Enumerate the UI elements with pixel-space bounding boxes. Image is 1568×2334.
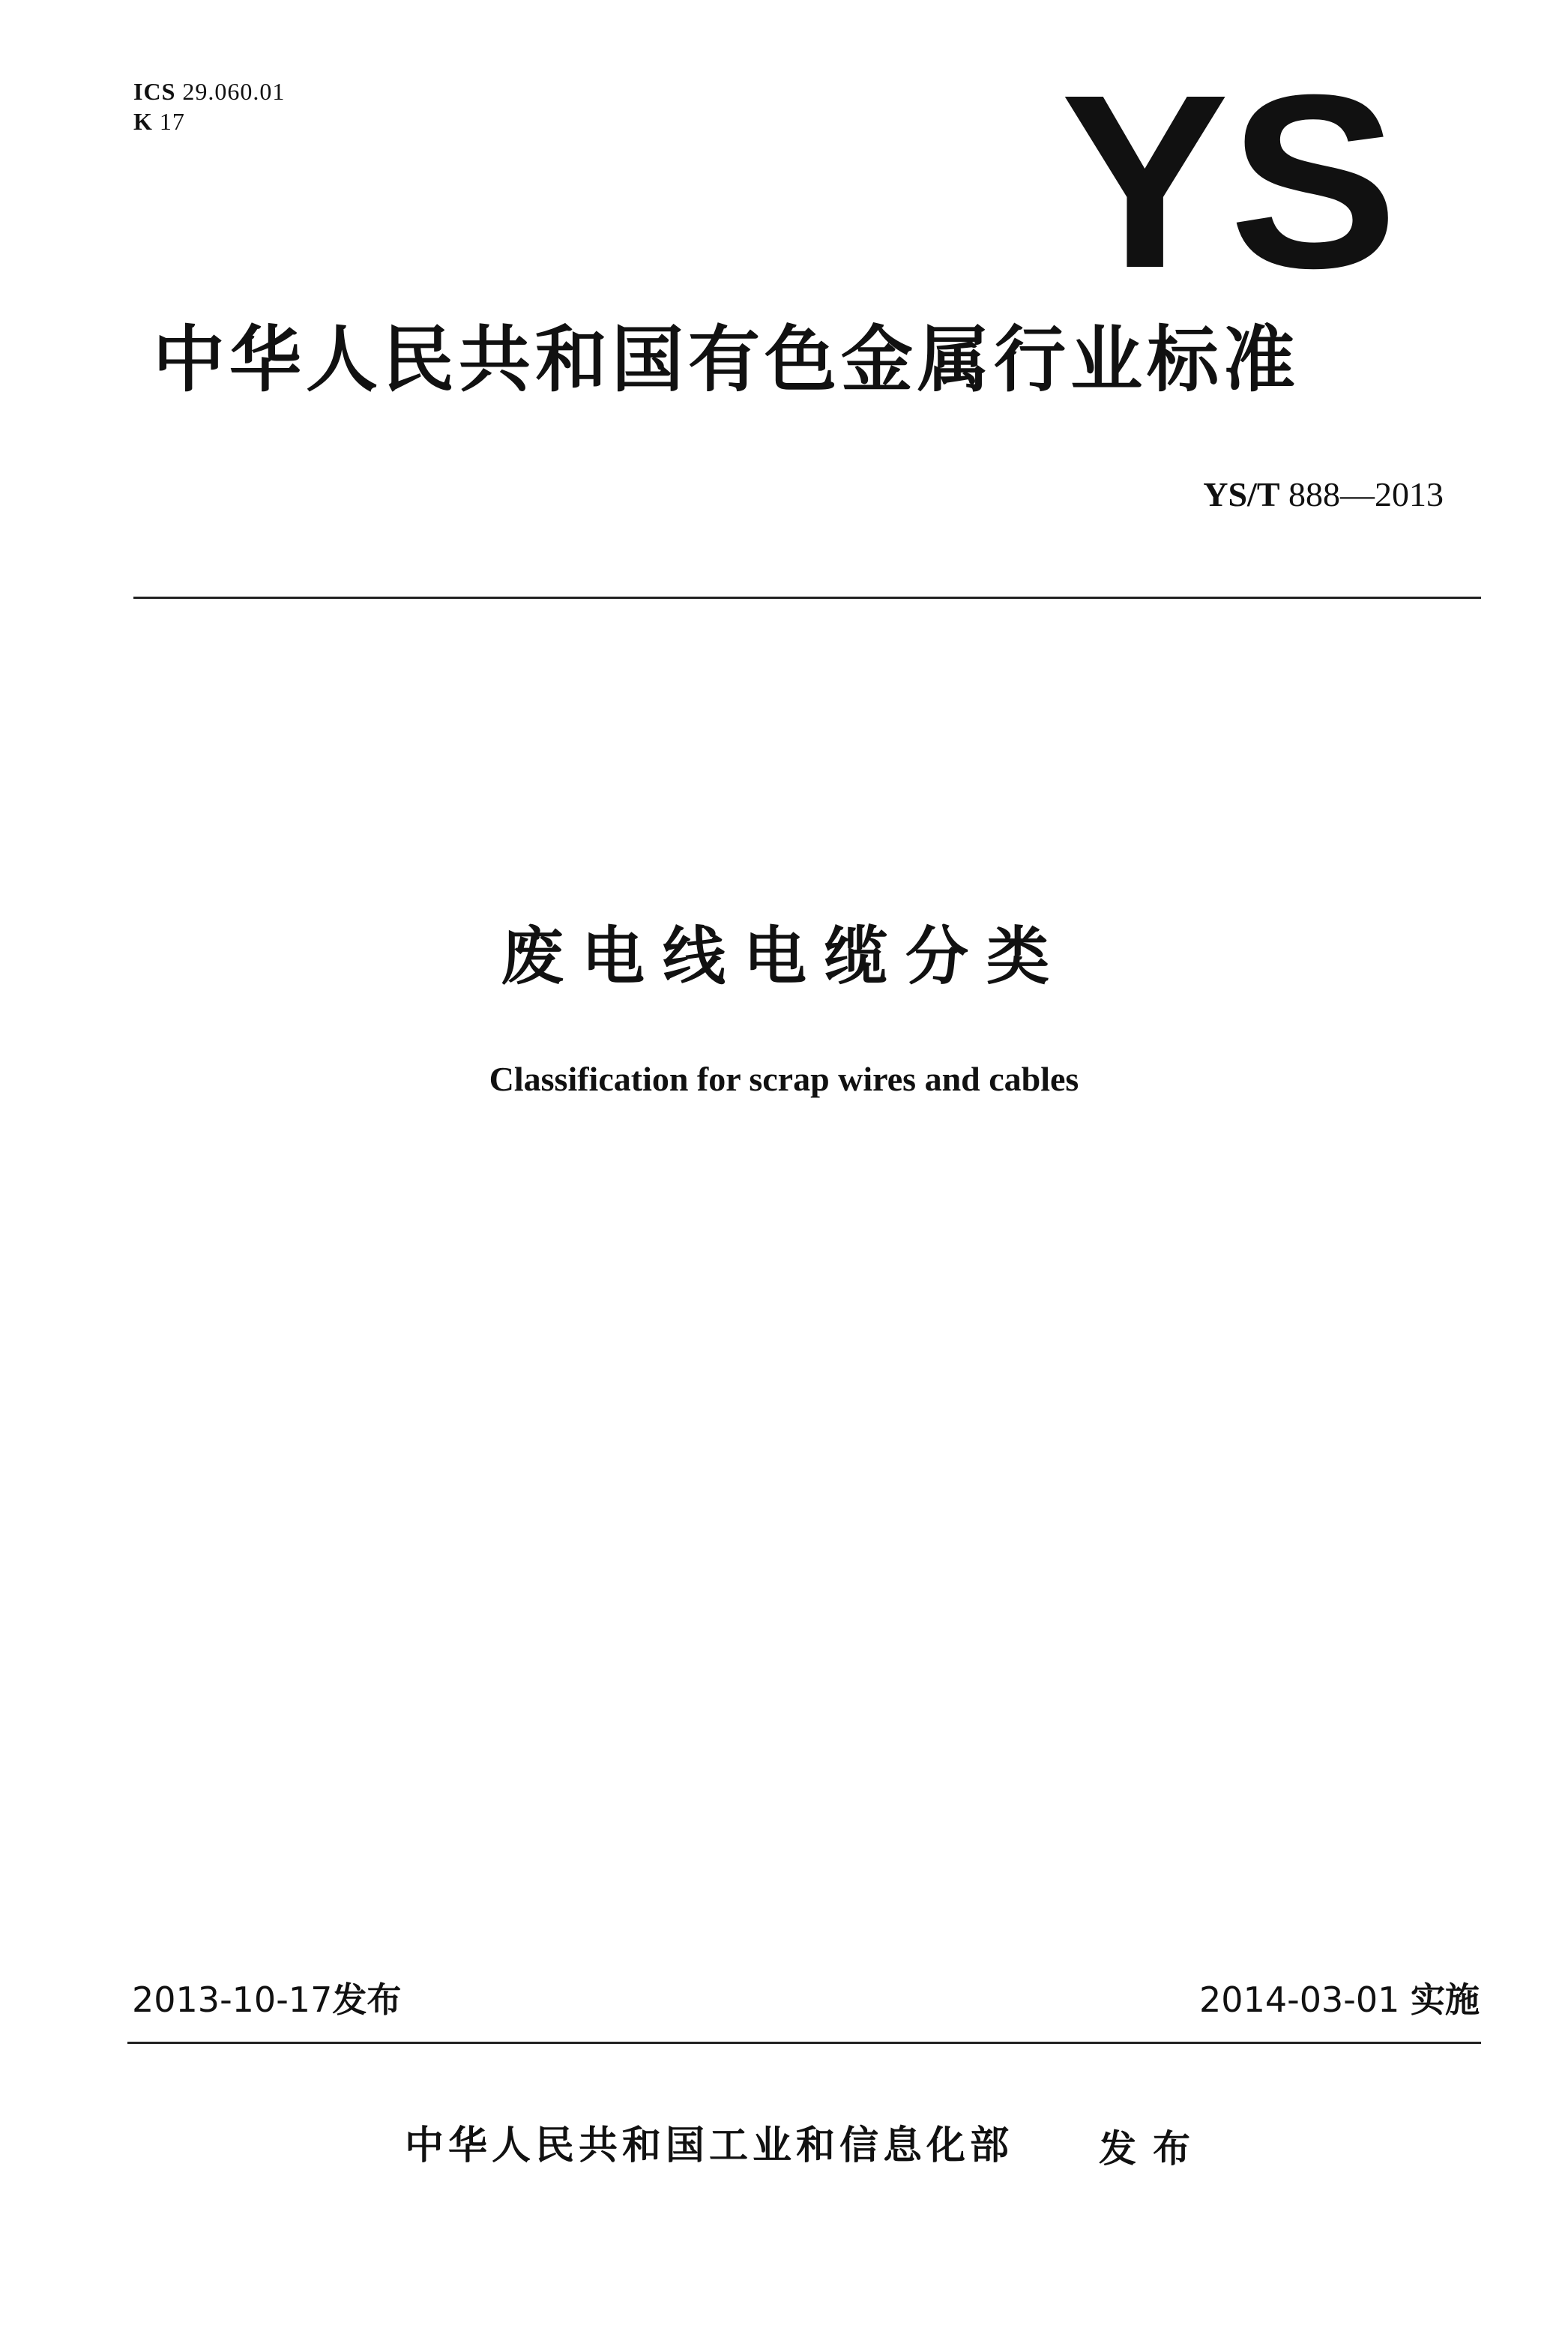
standard-organization-title: 中华人民共和国有色金属行业标准 — [153, 318, 1300, 402]
issue-date-label: 发布 — [332, 1979, 402, 2020]
document-title-english: Classification for scrap wires and cables — [489, 1060, 1079, 1098]
standard-number-prefix: YS/T — [1203, 475, 1280, 513]
ics-value: 29.060.01 — [182, 78, 286, 105]
publish-label: 发布 — [1099, 2127, 1207, 2171]
issue-date — [132, 1979, 401, 2021]
implementation-date-value: 2014-03-01 — [1199, 1979, 1400, 2020]
ics-code — [133, 78, 285, 105]
bottom-divider — [127, 2042, 1481, 2044]
ccs-value: 17 — [159, 108, 185, 135]
implementation-date — [1199, 1979, 1480, 2021]
ys-logo — [1057, 88, 1402, 276]
standard-number-value: 888—2013 — [1288, 475, 1444, 513]
top-divider — [133, 597, 1481, 599]
ys-logo-text: YS — [1061, 88, 1398, 276]
issue-date-value: 2013-10-17 — [132, 1979, 333, 2020]
ics-prefix: ICS — [133, 78, 176, 105]
implementation-date-label: 实施 — [1411, 1979, 1480, 2020]
publisher-name: 中华人民共和国工业和信息化部 — [405, 2123, 1014, 2168]
ccs-prefix: K — [133, 108, 153, 135]
standard-number — [1203, 474, 1444, 516]
document-title-chinese: 废电线电缆分类 — [500, 920, 1067, 993]
ccs-code — [133, 108, 185, 135]
